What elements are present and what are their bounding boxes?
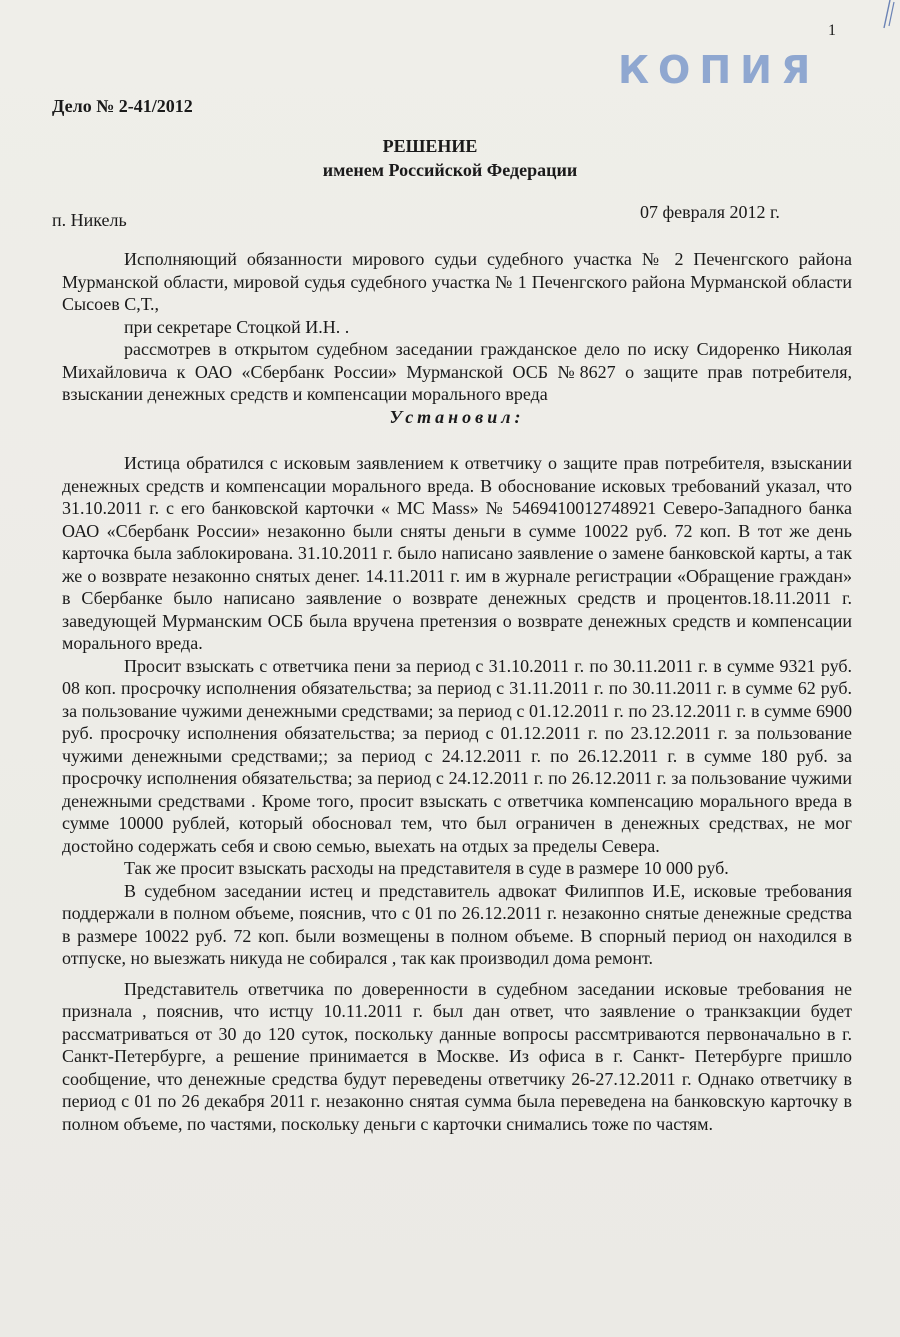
page-number: 1 <box>828 22 836 39</box>
intro-judge: Исполняющий обязанности мирового судьи судебного участка № 2 Печенгского района Мурманской области, мировой судья судебного участка № 1 Печенгского района Мурманской области Сысоев С,Т., <box>62 249 852 314</box>
document-subtitle: именем Российской Федерации <box>322 160 578 180</box>
decision-date: 07 февраля 2012 г. <box>640 202 780 222</box>
paragraph: Просит взыскать с ответчика пени за период с 31.10.2011 г. по 30.11.2011 г. в сумме 9321 руб. 08 коп. просрочку исполнения обязательства; за период с 31.11.2011 г. по 30.11.2011 г. в сумме 62 руб. за пользование чужими денежными средствами; за период с 01.12.2011 г. по 23.12.2011 г. в сумме 6900 руб. просрочку исполнения обязательства; за период с 01.12.2011 г. по 23.12.2011 г. за пользование чужими денежными средствами;; за период с 24.12.2011 г. по 26.12.2011 г. в сумме 180 руб. за просрочку исполнения обязательства; за период с 24.12.2011 г. по 26.12.2011 г. за пользование чужими денежными средствами . Кроме того, просит взыскать с ответчика компенсацию морального вреда в сумме 10000 рублей, который обосновал тем, что был ограничен в денежных средствах, не мог достойно содержать себя и свою семью, выехать на отдых за пределы Севера. <box>62 655 852 856</box>
place: п. Никель <box>52 210 127 230</box>
paragraph: В судебном заседании истец и представитель адвокат Филиппов И.Е, исковые требования поддержали в полном объеме, пояснив, что с 01 по 26.12.2011 г. незаконно снятые денежные средства в размере 10022 руб. 72 коп. были возмещены в полном объеме. В спорный период он находился в отпуске, но выезжать никуда не собирался , так как производил дома ремонт. <box>62 880 852 968</box>
copy-stamp: КОПИЯ <box>618 48 820 92</box>
document-title: РЕШЕНИЕ <box>382 136 478 156</box>
intro-case: рассмотрев в открытом судебном заседании гражданское дело по иску Сидоренко Николая Михайловича к ОАО «Сбербанк России» Мурманской ОСБ №8627 о защите прав потребителя, взыскании денежных средств и компенсации морального вреда <box>62 339 852 404</box>
decision-body <box>62 248 852 1135</box>
paragraph: Истица обратился с исковым заявлением к ответчику о защите прав потребителя, взыскании денежных средств и компенсации морального вреда. В обоснование исковых требований указал, что 31.10.2011 г. с его банковской карточки « MC Mass» № 5469410012748921 Северо-Западного банка ОАО «Сбербанк России» незаконно были сняты деньги в сумме 10022 руб. 72 коп. В тот же день карточка была заблокирована. 31.10.2011 г. было написано заявление о замене банковской карты, а так же о возврате незаконно снятых денег. 14.11.2011 г. им в журнале регистрации «Обращение граждан» в Сбербанке было написано заявление о возврате денежных средств и процентов.18.11.2011 г. заведующей Мурманским ОСБ была вручена претензия о возврате денежных средств и компенсации морального вреда. <box>62 453 852 653</box>
paragraph: Представитель ответчика по доверенности в судебном заседании исковые требования не признала , пояснив, что истцу 10.11.2011 г. был дан ответ, что заявление о транкзакции будет рассматриваться от 30 до 120 суток, поскольку данные вопросы рассмтриваются первоначально в г. Санкт-Петербурге, а решение принимается в Москве. Из офиса в г. Санкт- Петербурге пришло сообщение, что денежные средства будут переведены ответчику 26-27.12.2011 г. Однако ответчику в период с 01 по 26 декабря 2011 г. незаконно снятая сумма была переведена на банковскую карточку в полном объеме, по частями, поскольку деньги с карточки снимались тоже по частям. <box>62 978 852 1134</box>
paragraph: Так же просит взыскать расходы на представителя в суде в размере 10 000 руб. <box>124 858 729 878</box>
section-heading: Установил: <box>389 406 525 427</box>
case-number: Дело № 2-41/2012 <box>52 96 193 116</box>
intro-secretary: при секретаре Стоцкой И.Н. . <box>124 316 350 337</box>
pen-mark-icon <box>872 0 896 30</box>
